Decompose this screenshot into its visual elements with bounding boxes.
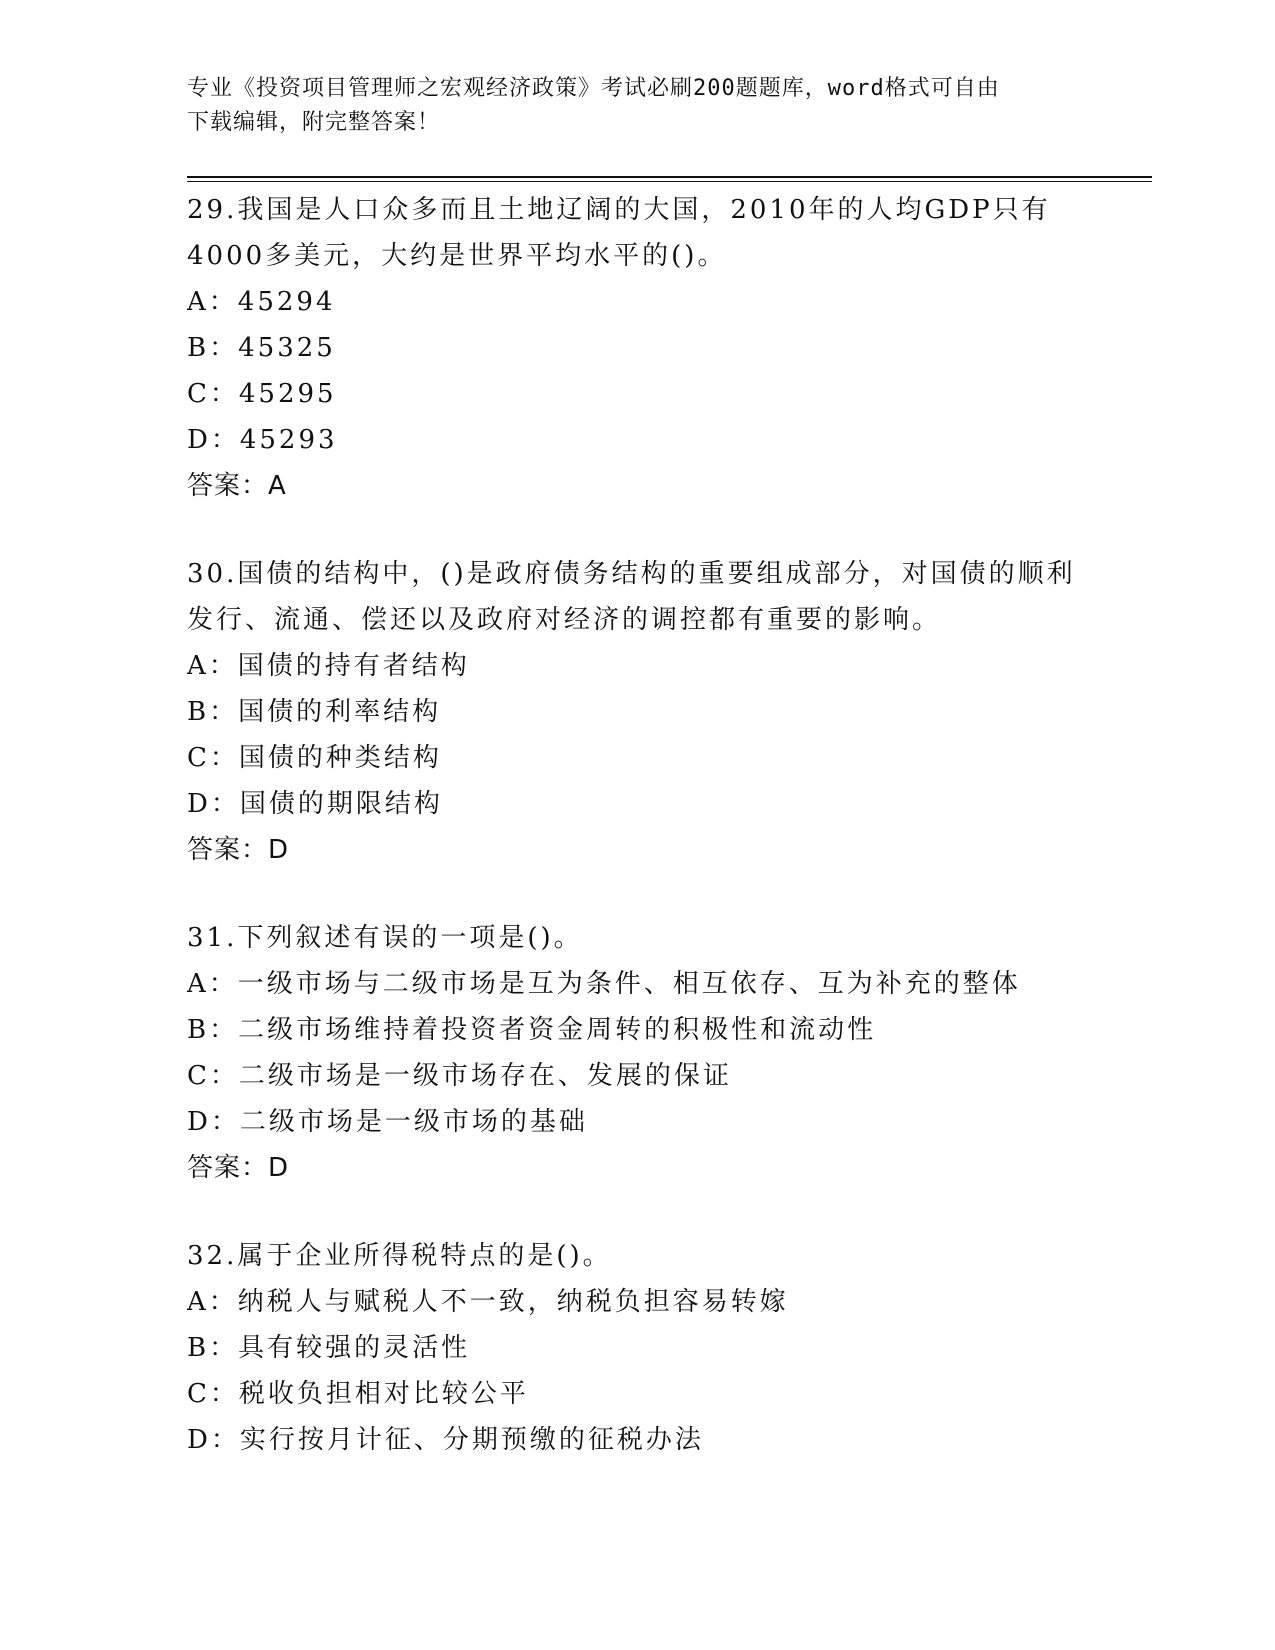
header-divider-thick: [187, 176, 1152, 178]
question-stem-line-1: 29.我国是人口众多而且土地辽阔的大国，2010年的人均GDP只有: [187, 195, 1051, 225]
question-31: [187, 915, 1087, 1191]
question-30: [187, 551, 1087, 873]
option-d: D：45293: [187, 425, 338, 455]
question-32: [187, 1233, 1087, 1463]
question-stem-line-2: 发行、流通、偿还以及政府对经济的调控都有重要的影响。: [187, 605, 942, 635]
option-d: D：实行按月计征、分期预缴的征税办法: [187, 1425, 704, 1455]
answer-label: 答案：D: [187, 835, 290, 865]
option-c: C：国债的种类结构: [187, 743, 442, 773]
option-b: B：45325: [187, 333, 336, 363]
option-d: D：二级市场是一级市场的基础: [187, 1107, 588, 1137]
option-a: A：一级市场与二级市场是互为条件、相互依存、互为补充的整体: [187, 969, 1021, 999]
header-line-2: 下载编辑，附完整答案！: [187, 110, 441, 135]
question-stem-line-1: 31.下列叙述有误的一项是()。: [187, 923, 583, 953]
option-c: C：二级市场是一级市场存在、发展的保证: [187, 1061, 732, 1091]
answer-label: 答案：D: [187, 1153, 290, 1183]
option-a: A：纳税人与赋税人不一致，纳税负担容易转嫁: [187, 1287, 789, 1317]
option-a: A：45294: [187, 287, 336, 317]
document-header: [187, 72, 1067, 140]
header-divider-thin: [187, 181, 1152, 182]
answer-label: 答案：A: [187, 471, 287, 501]
question-29: [187, 187, 1087, 509]
option-a: A：国债的持有者结构: [187, 651, 470, 681]
question-stem-line-1: 32.属于企业所得税特点的是()。: [187, 1241, 612, 1271]
option-b: B：具有较强的灵活性: [187, 1333, 471, 1363]
option-d: D：国债的期限结构: [187, 789, 443, 819]
question-stem-line-2: 4000多美元，大约是世界平均水平的()。: [187, 241, 727, 271]
header-line-1: 专业《投资项目管理师之宏观经济政策》考试必刷200题题库，word格式可自由: [187, 76, 1000, 101]
option-b: B：国债的利率结构: [187, 697, 442, 727]
question-stem-line-1: 30.国债的结构中，()是政府债务结构的重要组成部分，对国债的顺利: [187, 559, 1076, 589]
option-c: C：税收负担相对比较公平: [187, 1379, 529, 1409]
option-c: C：45295: [187, 379, 337, 409]
option-b: B：二级市场维持着投资者资金周转的积极性和流动性: [187, 1015, 877, 1045]
